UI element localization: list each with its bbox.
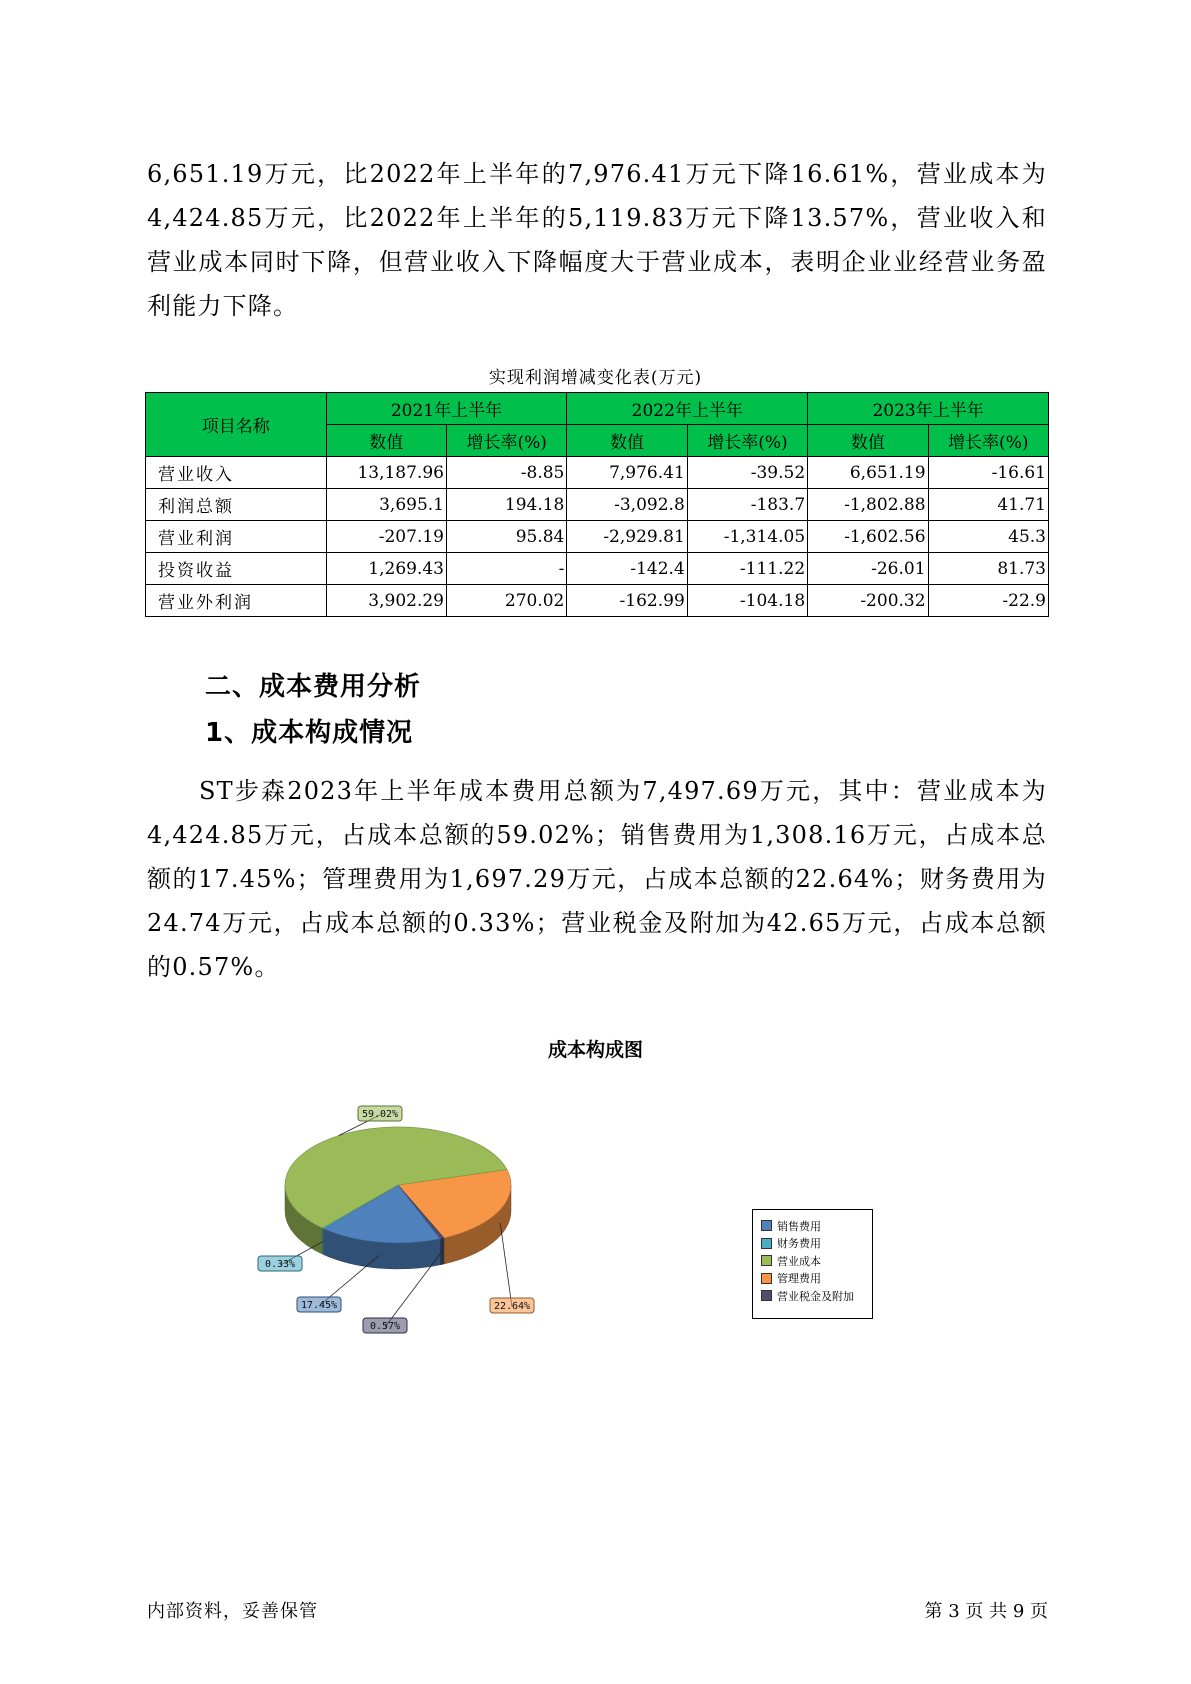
- table-cell: -1,314.05: [687, 521, 807, 553]
- profit-change-table: [145, 392, 1049, 617]
- legend-item: [761, 1270, 872, 1288]
- legend-item: [761, 1235, 872, 1253]
- table-cell: -1,602.56: [808, 521, 928, 553]
- legend-item: [761, 1287, 872, 1305]
- section-heading: 二、成本费用分析: [205, 672, 422, 702]
- table-cell: 194.18: [446, 489, 566, 521]
- table-cell: -3,092.8: [567, 489, 687, 521]
- table-cell: 95.84: [446, 521, 566, 553]
- table-cell: -: [446, 553, 566, 585]
- row-name: 营业外利润: [146, 585, 327, 617]
- growth-header: 增长率(%): [928, 425, 1048, 457]
- table-cell: 41.71: [928, 489, 1048, 521]
- table-cell: 3,902.29: [326, 585, 446, 617]
- table-header-row: [146, 393, 1049, 425]
- table-cell: 81.73: [928, 553, 1048, 585]
- pie-data-label: 0.57%: [369, 1321, 401, 1332]
- page-number: 第 3 页 共 9 页: [924, 1601, 1048, 1622]
- legend-label: 营业税金及附加: [777, 1289, 854, 1303]
- table-cell: 6,651.19: [808, 457, 928, 489]
- row-name: 利润总额: [146, 489, 327, 521]
- table-row: [146, 553, 1049, 585]
- pie-data-label: 0.33%: [264, 1259, 296, 1270]
- row-name: 营业收入: [146, 457, 327, 489]
- row-name: 营业利润: [146, 521, 327, 553]
- table-cell: -111.22: [687, 553, 807, 585]
- table-row: [146, 521, 1049, 553]
- legend-swatch: [761, 1273, 772, 1284]
- legend-item: [761, 1217, 872, 1235]
- table-cell: -2,929.81: [567, 521, 687, 553]
- row-name: 投资收益: [146, 553, 327, 585]
- chart-legend: [752, 1209, 873, 1319]
- table-row: [146, 489, 1049, 521]
- legend-swatch: [761, 1220, 772, 1231]
- chart-title: 成本构成图: [547, 1039, 643, 1061]
- table-cell: 3,695.1: [326, 489, 446, 521]
- table-cell: 7,976.41: [567, 457, 687, 489]
- table-cell: -200.32: [808, 585, 928, 617]
- pie-data-label: 17.45%: [300, 1300, 338, 1311]
- legend-label: 营业成本: [777, 1254, 821, 1268]
- pie-data-label: 59.02%: [361, 1109, 399, 1120]
- legend-label: 财务费用: [777, 1237, 821, 1251]
- table-cell: -183.7: [687, 489, 807, 521]
- period-header: 2022年上半年: [567, 393, 808, 425]
- table-row: [146, 457, 1049, 489]
- table-cell: -104.18: [687, 585, 807, 617]
- legend-label: 管理费用: [777, 1272, 821, 1286]
- legend-swatch: [761, 1290, 772, 1301]
- table-cell: -22.9: [928, 585, 1048, 617]
- table-cell: -207.19: [326, 521, 446, 553]
- subsection-heading: 1、成本构成情况: [205, 718, 414, 748]
- growth-header: 增长率(%): [687, 425, 807, 457]
- cost-pie-chart: [240, 1085, 620, 1345]
- cost-paragraph: ST步森2023年上半年成本费用总额为7,497.69万元，其中：营业成本为4,424.85万元，占成本总额的59.02%；销售费用为1,308.16万元，占成本总额的17.45%；管理费用为1,697.29万元，占成本总额的22.64%；财务费用为24.74万元，占成本总额的0.33%；营业税金及附加为42.65万元，占成本总额的0.57%。: [147, 777, 1047, 981]
- table-row: [146, 585, 1049, 617]
- table-cell: -39.52: [687, 457, 807, 489]
- pie-leader-line: [500, 1223, 512, 1307]
- table-cell: 45.3: [928, 521, 1048, 553]
- legend-label: 销售费用: [777, 1219, 821, 1233]
- period-header: 2021年上半年: [326, 393, 567, 425]
- table-cell: 13,187.96: [326, 457, 446, 489]
- table-caption: 实现利润增减变化表(万元): [488, 368, 703, 388]
- table-cell: -1,802.88: [808, 489, 928, 521]
- legend-swatch: [761, 1238, 772, 1249]
- legend-item: [761, 1252, 872, 1270]
- table-cell: -8.85: [446, 457, 566, 489]
- item-name-header: 项目名称: [146, 393, 327, 457]
- growth-header: 增长率(%): [446, 425, 566, 457]
- footer-confidential: 内部资料，妥善保管: [147, 1601, 318, 1622]
- table-cell: -162.99: [567, 585, 687, 617]
- table-cell: 1,269.43: [326, 553, 446, 585]
- value-header: 数值: [326, 425, 446, 457]
- value-header: 数值: [808, 425, 928, 457]
- table-cell: -16.61: [928, 457, 1048, 489]
- pie-data-label: 22.64%: [493, 1301, 531, 1312]
- table-cell: 270.02: [446, 585, 566, 617]
- intro-paragraph: 6,651.19万元，比2022年上半年的7,976.41万元下降16.61%，营业成本为4,424.85万元，比2022年上半年的5,119.83万元下降13.57%，营业收入和营业成本同时下降，但营业收入下降幅度大于营业成本，表明企业业经营业务盈利能力下降。: [147, 160, 1047, 320]
- period-header: 2023年上半年: [808, 393, 1049, 425]
- value-header: 数值: [567, 425, 687, 457]
- legend-swatch: [761, 1255, 772, 1266]
- table-cell: -142.4: [567, 553, 687, 585]
- table-cell: -26.01: [808, 553, 928, 585]
- pie-slice-side: [440, 1238, 444, 1265]
